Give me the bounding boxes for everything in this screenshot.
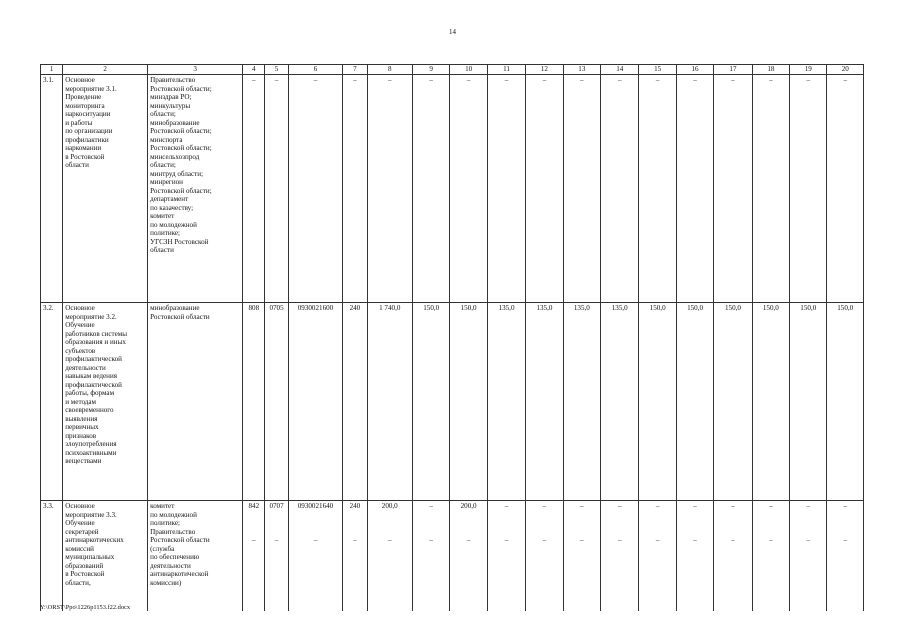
row-number: 3.2. bbox=[41, 303, 63, 501]
cell-value: 200,0 bbox=[381, 502, 398, 510]
header-row bbox=[41, 65, 864, 75]
value-cell bbox=[526, 303, 563, 501]
cell-value: 150,0 bbox=[649, 304, 666, 312]
value-cell bbox=[288, 303, 343, 501]
cell-value-secondary: – bbox=[843, 535, 847, 544]
value-cell bbox=[714, 501, 752, 611]
value-cell bbox=[265, 501, 288, 611]
cell-value: – bbox=[580, 502, 584, 510]
row-number: 3.1. bbox=[41, 75, 63, 303]
cell-value: 0930021640 bbox=[297, 502, 334, 510]
cell-value-secondary: – bbox=[466, 535, 471, 544]
value-cell bbox=[367, 303, 412, 501]
cell-value: – bbox=[617, 502, 622, 510]
cell-value: – bbox=[617, 76, 622, 84]
cell-value: 135,0 bbox=[498, 304, 515, 312]
executor-cell: комитет по молодежной политике; Правительство Ростовской области (служба по обеспечению деятельности антинаркотической комиссии) bbox=[148, 501, 243, 611]
value-cell bbox=[639, 303, 676, 501]
file-path-footer: Y:\ORST\Ppo\1226p1153.f22.docx bbox=[40, 604, 131, 611]
cell-value-secondary: – bbox=[274, 535, 279, 544]
value-cell bbox=[827, 75, 864, 303]
cell-value-secondary: – bbox=[580, 535, 584, 544]
cell-value: 240 bbox=[349, 304, 361, 312]
value-cell bbox=[752, 75, 789, 303]
executor-cell: Правительство Ростовской области; минздрав РО; минкультуры области; минобразование Ростовской области; минспорта Ростовской области; минсельхозпрод области; минтруд области; минрегион Ростовской области; департамент по казачеству; комитет по молодежной политике; УГСЗН Ростовской области bbox=[148, 75, 243, 303]
value-cell bbox=[450, 303, 487, 501]
table-row bbox=[41, 501, 864, 611]
cell-value: – bbox=[731, 502, 735, 510]
value-cell bbox=[487, 501, 525, 611]
cell-value: – bbox=[252, 76, 256, 84]
value-cell bbox=[563, 303, 600, 501]
page-number: 14 bbox=[449, 28, 456, 36]
value-cell bbox=[639, 75, 676, 303]
cell-value: 135,0 bbox=[573, 304, 590, 312]
cell-value: 842 bbox=[248, 502, 260, 510]
value-cell bbox=[288, 501, 343, 611]
value-cell bbox=[288, 75, 343, 303]
column-header: 2 bbox=[63, 65, 148, 75]
cell-value-secondary: – bbox=[387, 535, 392, 544]
column-header: 5 bbox=[265, 65, 288, 75]
cell-value: – bbox=[655, 76, 660, 84]
table-row bbox=[41, 75, 864, 303]
value-cell bbox=[367, 75, 412, 303]
column-header: 20 bbox=[827, 65, 864, 75]
cell-value-secondary: – bbox=[504, 535, 509, 544]
value-cell bbox=[601, 75, 639, 303]
cell-value: 1 740,0 bbox=[379, 304, 401, 312]
value-cell bbox=[487, 75, 525, 303]
value-cell bbox=[243, 303, 265, 501]
cell-value-secondary: – bbox=[429, 535, 433, 544]
value-cell bbox=[413, 75, 450, 303]
column-header: 12 bbox=[526, 65, 563, 75]
column-header: 6 bbox=[288, 65, 343, 75]
cell-value-secondary: – bbox=[542, 535, 547, 544]
cell-value: – bbox=[429, 76, 433, 84]
cell-value: – bbox=[542, 76, 547, 84]
value-cell bbox=[676, 75, 713, 303]
cell-value-secondary: – bbox=[731, 535, 735, 544]
column-header: 14 bbox=[601, 65, 639, 75]
value-cell bbox=[676, 303, 713, 501]
cell-value: 135,0 bbox=[611, 304, 628, 312]
cell-value-secondary: – bbox=[655, 535, 660, 544]
cell-value: – bbox=[693, 76, 697, 84]
value-cell bbox=[601, 303, 639, 501]
cell-value: – bbox=[731, 76, 735, 84]
cell-value: 0707 bbox=[269, 502, 284, 510]
value-cell bbox=[601, 501, 639, 611]
cell-value: 240 bbox=[349, 502, 361, 510]
column-header: 11 bbox=[487, 65, 525, 75]
cell-value: 150,0 bbox=[687, 304, 704, 312]
value-cell bbox=[450, 501, 487, 611]
value-cell bbox=[563, 75, 600, 303]
cell-value: 0930021600 bbox=[297, 304, 334, 312]
cell-value: – bbox=[313, 76, 318, 84]
cell-value-secondary: – bbox=[617, 535, 622, 544]
cell-value: – bbox=[769, 502, 773, 510]
cell-value: 150,0 bbox=[800, 304, 817, 312]
value-cell bbox=[343, 501, 367, 611]
cell-value-secondary: – bbox=[252, 535, 256, 544]
measure-name: Основное мероприятие 3.3. Обучение секретарей антинаркотических комиссий муниципальных образований в Ростовской области, bbox=[63, 501, 148, 611]
cell-value: – bbox=[843, 502, 847, 510]
value-cell bbox=[714, 303, 752, 501]
cell-value: 150,0 bbox=[762, 304, 779, 312]
executor-cell: минобразование Ростовской области bbox=[148, 303, 243, 501]
measure-name: Основное мероприятие 3.2. Обучение работников системы образования и иных субъектов профилактической деятельности навыкам ведения профилактической работы, формам и методам своевременного выявления первичных признаков злоупотребления психоактивными веществами bbox=[63, 303, 148, 501]
cell-value: 135,0 bbox=[536, 304, 553, 312]
value-cell bbox=[413, 303, 450, 501]
cell-value: – bbox=[843, 76, 847, 84]
column-header: 17 bbox=[714, 65, 752, 75]
value-cell bbox=[450, 75, 487, 303]
budget-table bbox=[40, 64, 864, 611]
value-cell bbox=[790, 75, 827, 303]
value-cell bbox=[243, 501, 265, 611]
column-header: 13 bbox=[563, 65, 600, 75]
cell-value: – bbox=[580, 76, 584, 84]
cell-value: 200,0 bbox=[460, 502, 477, 510]
value-cell bbox=[827, 303, 864, 501]
cell-value: – bbox=[693, 502, 697, 510]
cell-value-secondary: – bbox=[769, 535, 773, 544]
cell-value: – bbox=[387, 76, 392, 84]
column-header: 3 bbox=[148, 65, 243, 75]
row-number: 3.3. bbox=[41, 501, 63, 611]
value-cell bbox=[343, 303, 367, 501]
column-header: 8 bbox=[367, 65, 412, 75]
cell-value: – bbox=[504, 502, 509, 510]
cell-value-secondary: – bbox=[353, 535, 357, 544]
column-header: 19 bbox=[790, 65, 827, 75]
cell-value: 150,0 bbox=[724, 304, 741, 312]
column-header: 7 bbox=[343, 65, 367, 75]
value-cell bbox=[676, 501, 713, 611]
value-cell bbox=[563, 501, 600, 611]
cell-value-secondary: – bbox=[313, 535, 318, 544]
value-cell bbox=[790, 303, 827, 501]
column-header: 4 bbox=[243, 65, 265, 75]
value-cell bbox=[343, 75, 367, 303]
column-header: 1 bbox=[41, 65, 63, 75]
cell-value: – bbox=[504, 76, 509, 84]
column-header: 15 bbox=[639, 65, 676, 75]
cell-value: – bbox=[353, 76, 357, 84]
value-cell bbox=[487, 303, 525, 501]
value-cell bbox=[714, 75, 752, 303]
cell-value: 808 bbox=[248, 304, 260, 312]
cell-value: – bbox=[806, 76, 811, 84]
value-cell bbox=[265, 75, 288, 303]
column-header: 10 bbox=[450, 65, 487, 75]
cell-value: – bbox=[429, 502, 433, 510]
value-cell bbox=[265, 303, 288, 501]
value-cell bbox=[243, 75, 265, 303]
cell-value: 150,0 bbox=[460, 304, 477, 312]
column-header: 16 bbox=[676, 65, 713, 75]
cell-value: – bbox=[769, 76, 773, 84]
value-cell bbox=[639, 501, 676, 611]
value-cell bbox=[790, 501, 827, 611]
cell-value: – bbox=[655, 502, 660, 510]
cell-value: 150,0 bbox=[423, 304, 440, 312]
cell-value: 150,0 bbox=[837, 304, 854, 312]
cell-value-secondary: – bbox=[806, 535, 811, 544]
cell-value: – bbox=[542, 502, 547, 510]
cell-value: – bbox=[806, 502, 811, 510]
table-row bbox=[41, 303, 864, 501]
value-cell bbox=[752, 501, 789, 611]
value-cell bbox=[526, 501, 563, 611]
cell-value: – bbox=[466, 76, 471, 84]
value-cell bbox=[367, 501, 412, 611]
cell-value: 0705 bbox=[269, 304, 284, 312]
column-header: 9 bbox=[413, 65, 450, 75]
value-cell bbox=[526, 75, 563, 303]
value-cell bbox=[827, 501, 864, 611]
cell-value-secondary: – bbox=[693, 535, 697, 544]
measure-name: Основное мероприятие 3.1. Проведение мониторинга наркоситуации и работы по организации профилактики наркомании в Ростовской области bbox=[63, 75, 148, 303]
column-header: 18 bbox=[752, 65, 789, 75]
value-cell bbox=[752, 303, 789, 501]
value-cell bbox=[413, 501, 450, 611]
cell-value: – bbox=[274, 76, 279, 84]
